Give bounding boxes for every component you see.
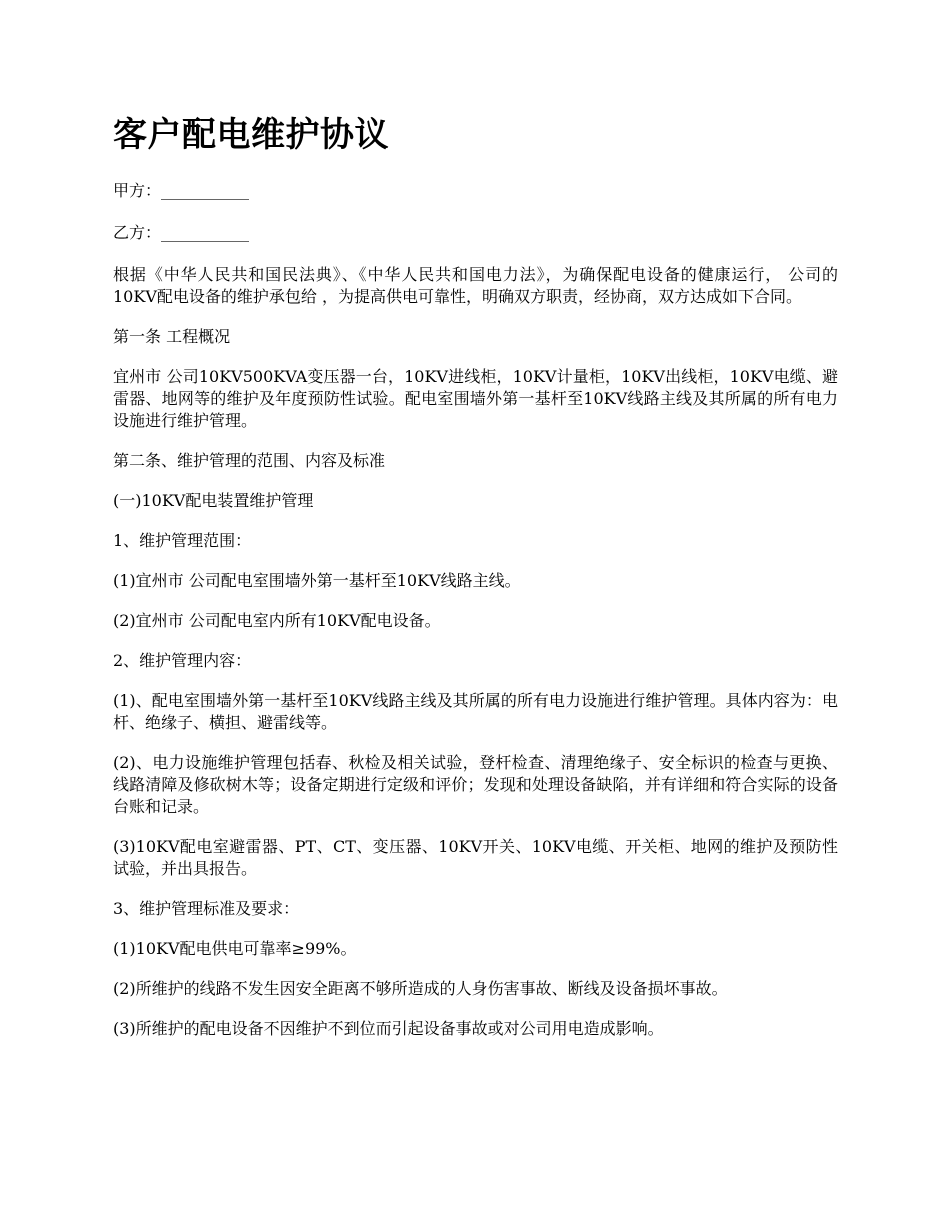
project-overview-paragraph: 宜州市 公司10KV500KVA变压器一台，10KV进线柜，10KV计量柜，10KV出线柜，10KV电缆、避雷器、地网等的维护及年度预防性试验。配电室围墙外第一基杆至10KV线路主线及其所属的所有电力设施进行维护管理。	[113, 367, 838, 430]
document-page	[113, 112, 838, 1058]
content-item: (1)、配电室围墙外第一基杆至10KV线路主线及其所属的所有电力设施进行维护管理。具体内容为：电杆、绝缘子、横担、避雷线等。	[113, 691, 838, 732]
party-a-line: 甲方：___________	[113, 181, 250, 200]
document-title: 客户配电维护协议	[113, 115, 389, 155]
intro-paragraph: 根据《中华人民共和国民法典》、《中华人民共和国电力法》，为确保配电设备的健康运行， 公司的10KV配电设备的维护承包给 ，为提高供电可靠性，明确双方职责，经协商，双方达成如下合同。	[113, 265, 838, 306]
standards-item: (3)所维护的配电设备不因维护不到位而引起设备事故或对公司用电造成影响。	[113, 1019, 664, 1038]
content-item: (3)10KV配电室避雷器、PT、CT、变压器、10KV开关、10KV电缆、开关柜、地网的维护及预防性试验，并出具报告。	[113, 837, 838, 878]
scope-item: (1)宜州市 公司配电室围墙外第一基杆至10KV线路主线。	[113, 571, 521, 590]
content-heading: 2、维护管理内容：	[113, 651, 252, 670]
content-item: (2)、电力设施维护管理包括春、秋检及相关试验，登杆检查、清理绝缘子、安全标识的检查与更换、线路清障及修砍树木等；设备定期进行定级和评价；发现和处理设备缺陷，并有详细和符合实际的设备台账和记录。	[113, 753, 838, 816]
section-heading: (一)10KV配电装置维护管理	[113, 491, 314, 510]
standards-item: (1)10KV配电供电可靠率≥99%。	[113, 939, 357, 958]
standards-heading: 3、维护管理标准及要求：	[113, 899, 300, 918]
party-b-line: 乙方：___________	[113, 223, 250, 242]
standards-item: (2)所维护的线路不发生因安全距离不够所造成的人身伤害事故、断线及设备损坏事故。	[113, 979, 728, 998]
scope-heading: 1、维护管理范围：	[113, 531, 252, 550]
scope-item: (2)宜州市 公司配电室内所有10KV配电设备。	[113, 611, 441, 630]
article-1-heading: 第一条 工程概况	[113, 327, 231, 346]
article-2-heading: 第二条、维护管理的范围、内容及标准	[113, 451, 386, 470]
